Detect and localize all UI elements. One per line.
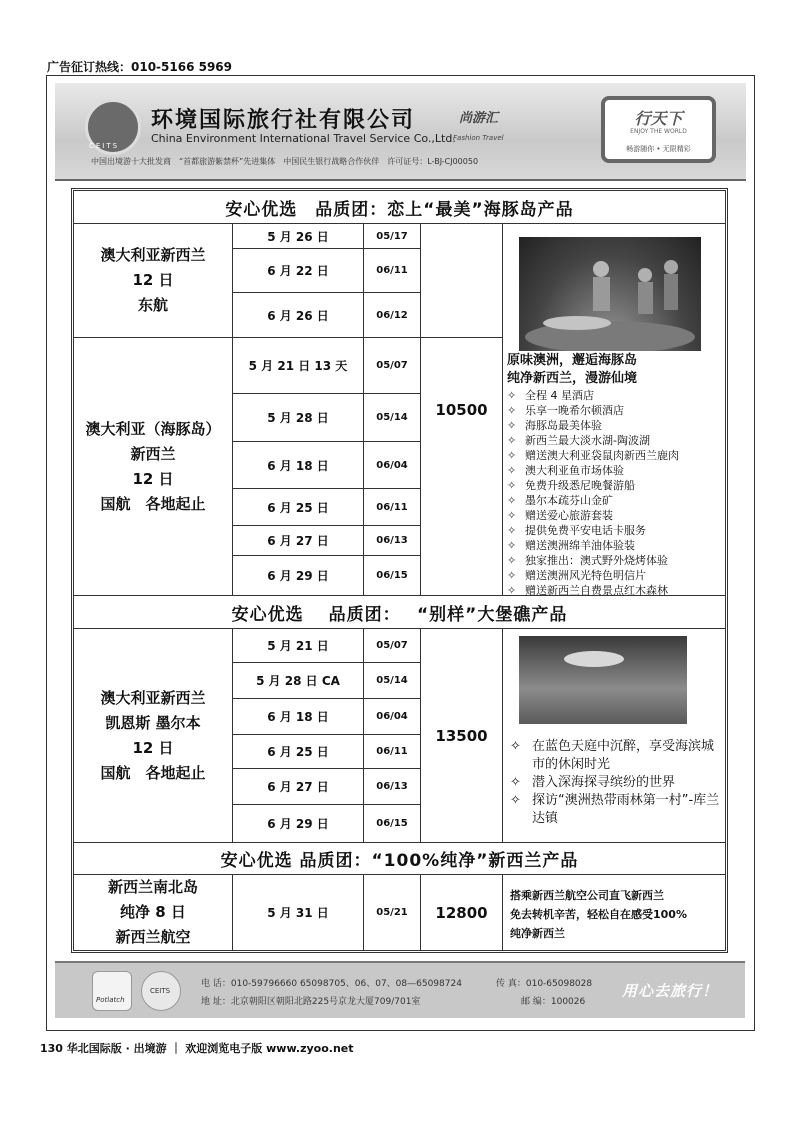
route-line: 澳大利亚新西兰 — [100, 688, 206, 707]
route-line: 凯恩斯 墨尔本 — [105, 713, 201, 732]
route-line: 12 日 — [132, 738, 174, 757]
route-cell — [74, 224, 232, 337]
potlatch-logo-text: Potlatch — [96, 996, 125, 1004]
feature-item: ✧ 赠送澳洲绵羊油体验装 — [507, 538, 722, 553]
contact-address: 地 址：北京朝阳区朝阳北路225号京龙大厦709/701室 — [201, 997, 421, 1007]
page-footer: 130 华北国际版 · 出境游 ｜ 欢迎浏览电子版 www.zyoo.net — [40, 1042, 354, 1055]
feature-item: ✧ 赠送澳洲风光特色明信片 — [507, 568, 722, 583]
feature-item: ✧ 在蓝色天庭中沉醉，享受海滨城市的休闲时光 — [510, 738, 722, 774]
feature-item: ✧ 澳大利亚鱼市场体验 — [507, 463, 722, 478]
departure-date: 5 月 21 日 13 天 — [248, 359, 348, 373]
deadline-code: 06/04 — [376, 711, 408, 722]
route-line: 国航 各地起止 — [100, 763, 206, 782]
deadline-code: 06/12 — [376, 309, 408, 321]
feature-item: ✧ 独家推出：澳式野外烧烤体验 — [507, 553, 722, 568]
route-line: 12 日 — [132, 469, 174, 488]
departure-date: 5 月 28 日 — [267, 411, 329, 425]
header-banner — [55, 83, 746, 181]
price: 12800 — [435, 903, 488, 922]
badge-subtitle: ENJOY THE WORLD — [630, 128, 687, 135]
route-line: 新西兰南北岛 — [107, 878, 198, 896]
section-title-reef: 安心优选 品质团： “别样”大堡礁产品 — [231, 604, 568, 625]
reef-island-photo — [519, 636, 687, 724]
section-title-nz: 安心优选 品质团：“100%纯净”新西兰产品 — [220, 851, 579, 871]
route-line: 东航 — [137, 296, 168, 314]
contact-fax: 传 真：010-65098028 — [496, 979, 593, 989]
xingtianxia-badge — [601, 96, 716, 163]
potlatch-logo — [92, 971, 132, 1011]
rule — [502, 628, 503, 842]
price: 10500 — [435, 400, 488, 419]
deadline-code: 06/11 — [376, 746, 408, 757]
ceits-logo-text: CEITS — [89, 142, 120, 150]
deadline-code: 05/14 — [376, 412, 408, 423]
price: 13500 — [435, 726, 488, 745]
island-shape — [564, 651, 624, 667]
section-title-dolphin: 安心优选 品质团：恋上“最美”海豚岛产品 — [225, 200, 574, 220]
feature-item: ✧ 赠送新西兰自费景点红木森林 — [507, 583, 722, 598]
route-line: 国航 各地起止 — [100, 494, 206, 513]
badge-title: 行天下 — [634, 109, 683, 128]
contact-phone: 电 话：010-59796660 65098705、06、07、08—65098724 — [201, 979, 462, 989]
deadline-code: 06/04 — [376, 459, 408, 471]
deadline-code: 05/07 — [376, 360, 408, 371]
departure-date: 6 月 18 日 — [267, 710, 329, 724]
route-cell — [74, 875, 232, 950]
feature-item: ✧ 海豚岛最美体验 — [507, 418, 722, 433]
footer-slogan: 用心去旅行！ — [622, 982, 719, 1000]
badge-slogan: 畅游随你 • 无限精彩 — [626, 145, 691, 153]
ceits-round-logo — [141, 971, 181, 1011]
deadline-code: 05/21 — [376, 907, 408, 918]
deadline-code: 05/07 — [376, 640, 408, 651]
departure-date: 6 月 29 日 — [267, 569, 329, 583]
departure-date: 6 月 22 日 — [267, 264, 329, 278]
route-line: 澳大利亚新西兰 — [100, 246, 206, 264]
deadline-code: 05/17 — [376, 230, 408, 242]
feature-lead: 原味澳洲，邂逅海豚岛 — [507, 353, 638, 368]
dolphin-photo — [519, 237, 701, 351]
deadline-code: 06/15 — [376, 818, 408, 829]
company-name-cn: 环境国际旅行社有限公司 — [151, 108, 416, 133]
deadline-code: 06/13 — [376, 535, 408, 546]
departure-date: 5 月 31 日 — [267, 906, 329, 920]
dolphin-features — [507, 352, 722, 598]
route-cell — [74, 629, 232, 842]
feature-item: ✧ 乐享一晚希尔顿酒店 — [507, 403, 722, 418]
departure-date: 6 月 27 日 — [267, 534, 329, 548]
dolphin-photo-art — [519, 237, 701, 351]
feature-lead: 纯净新西兰，漫游仙境 — [507, 371, 638, 386]
feature-item: ✧ 提供免费平安电话卡服务 — [507, 523, 722, 538]
fashion-travel-logo: 尚游汇 — [459, 111, 499, 126]
feature-item: ✧ 墨尔本疏芬山金矿 — [507, 493, 722, 508]
departure-date: 6 月 25 日 — [267, 745, 329, 759]
departure-date: 5 月 26 日 — [267, 229, 329, 244]
route-line: 新西兰 — [130, 444, 176, 463]
description-line: 纯净新西兰 — [510, 927, 565, 940]
route-line: 纯净 8 日 — [120, 903, 186, 921]
company-name-en: China Environment International Travel Service Co.,Ltd. — [151, 132, 456, 145]
departure-date: 6 月 18 日 — [267, 458, 329, 473]
description-line: 搭乘新西兰航空公司直飞新西兰 — [510, 889, 664, 902]
rule — [502, 223, 503, 595]
ceits-round-logo-text: CEITS — [150, 987, 171, 995]
fashion-travel-en: Fashion Travel — [453, 134, 504, 142]
ad-hotline: 广告征订热线：010-5166 5969 — [47, 60, 233, 74]
contact-postcode: 邮 编：100026 — [521, 997, 586, 1007]
feature-item: ✧ 新西兰最大淡水湖-陶波湖 — [507, 433, 722, 448]
header-credentials: 中国出境游十大批发商 “首都旅游紫禁杯”先进集体 中国民生银行战略合作伙伴 许可证号：L-BJ-CJ00050 — [91, 157, 479, 166]
departure-date: 5 月 21 日 — [267, 639, 329, 653]
feature-item: ✧ 探访“澳洲热带雨林第一村”-库兰达镇 — [510, 792, 722, 828]
departure-date: 5 月 28 日 CA — [256, 674, 340, 688]
feature-item: ✧ 免费升级悉尼晚餐游船 — [507, 478, 722, 493]
contact-footer — [55, 961, 745, 1018]
deadline-code: 06/15 — [376, 570, 408, 581]
departure-date: 6 月 26 日 — [267, 308, 329, 323]
departure-date: 6 月 27 日 — [267, 780, 329, 794]
departure-date: 6 月 25 日 — [267, 500, 329, 515]
feature-item: ✧ 赠送澳大利亚袋鼠肉新西兰鹿肉 — [507, 448, 722, 463]
route-line: 12 日 — [132, 271, 174, 289]
description-line: 免去转机辛苦，轻松自在感受100% — [510, 908, 687, 921]
feature-item: ✧ 赠送爱心旅游套装 — [507, 508, 722, 523]
deadline-code: 06/11 — [376, 501, 408, 513]
deadline-code: 06/13 — [376, 781, 408, 792]
feature-item: ✧ 潜入深海探寻缤纷的世界 — [510, 774, 722, 792]
departure-date: 6 月 29 日 — [267, 817, 329, 831]
deadline-code: 05/14 — [376, 675, 408, 686]
feature-item: ✧ 全程 4 星酒店 — [507, 388, 722, 403]
reef-features — [510, 738, 722, 828]
deadline-code: 06/11 — [376, 265, 408, 276]
route-line: 澳大利亚（海豚岛） — [85, 419, 221, 438]
nz-description — [510, 886, 724, 943]
route-line: 新西兰航空 — [115, 928, 191, 946]
rule — [502, 874, 503, 950]
route-cell — [74, 338, 232, 595]
